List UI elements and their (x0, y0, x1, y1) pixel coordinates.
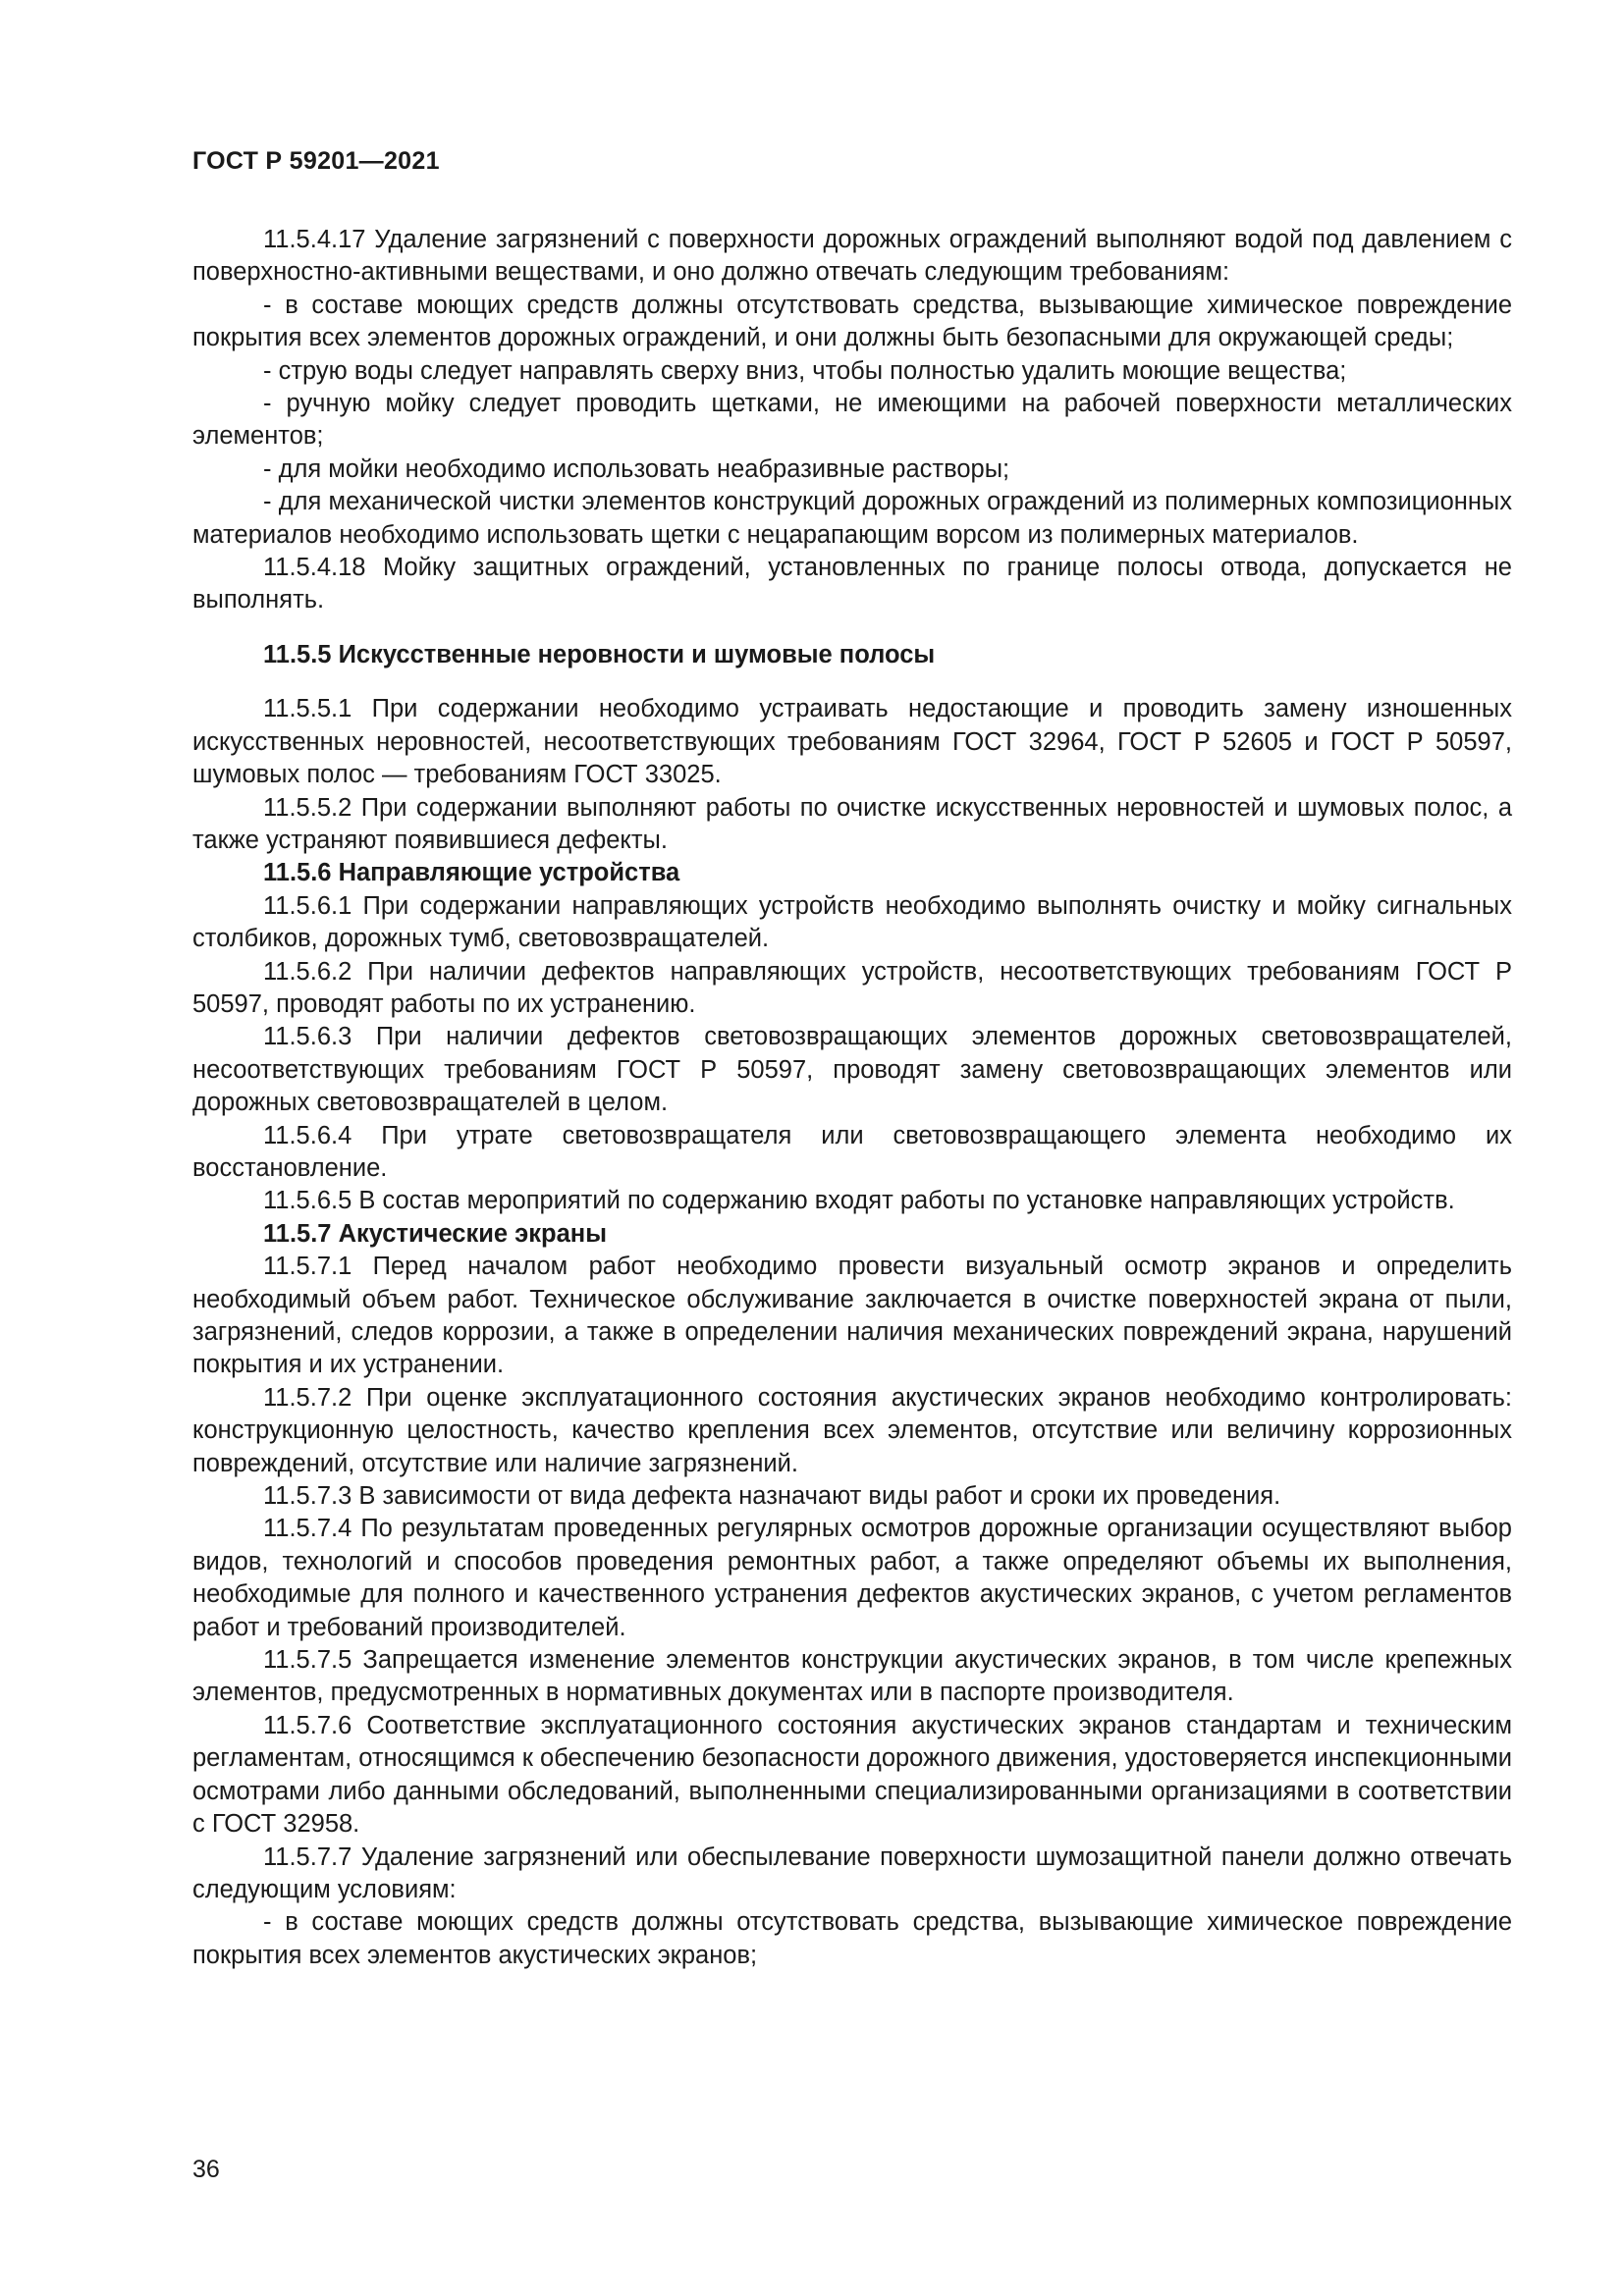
paragraph-11-5-7-4: 11.5.7.4 По результатам проведенных регулярных осмотров дорожные организации осуществляют выбор видов, технологий и способов проведения ремонтных работ, а также определяют объемы их выполнения, необходимые для полного и качественного устранения дефектов акустических экранов, с учетом регламентов работ и требований производителей. (192, 1515, 1512, 1641)
list-item-mechanical-cleaning: - для механической чистки элементов конструкций дорожных ограждений из полимерных композиционных материалов необходимо использовать щетки с нецарапающим ворсом из полимерных материалов. (192, 488, 1512, 549)
paragraph-11-5-6-2: 11.5.6.2 При наличии дефектов направляющих устройств, несоответствующих требованиям ГОСТ Р 50597, проводят работы по их устранению. (192, 957, 1512, 1018)
paragraph-11-5-7-3: 11.5.7.3 В зависимости от вида дефекта назначают виды работ и сроки их проведения. (263, 1482, 1281, 1511)
paragraph-11-5-5-2: 11.5.5.2 При содержании выполняют работы по очистке искусственных неровностей и шумовых полос, а также устраняют появившиеся дефекты. (192, 793, 1512, 854)
document-header-standard-code: ГОСТ Р 59201—2021 (192, 147, 440, 175)
section-heading-11-5-7: 11.5.7 Акустические экраны (263, 1219, 607, 1248)
list-item-detergents-screens: - в составе моющих средств должны отсутствовать средства, вызывающие химическое повреждение покрытия всех элементов акустических экранов; (192, 1908, 1512, 1969)
paragraph-11-5-6-5: 11.5.6.5 В состав мероприятий по содержанию входят работы по установке направляющих устройств. (263, 1187, 1455, 1215)
paragraph-11-5-7-6: 11.5.7.6 Соответствие эксплуатационного состояния акустических экранов стандартам и техническим регламентам, относящимся к обеспечению безопасности дорожного движения, удостоверяется инспекционными осмотрами либо данными обследований, выполненными специализированными организациями в соответствии с ГОСТ 32958. (192, 1711, 1512, 1839)
page-number: 36 (192, 2156, 220, 2183)
list-item-detergents: - в составе моющих средств должны отсутствовать средства, вызывающие химическое повреждение покрытия всех элементов дорожных ограждений, и они должны быть безопасными для окружающей среды; (192, 291, 1512, 352)
paragraph-11-5-6-3: 11.5.6.3 При наличии дефектов световозвращающих элементов дорожных световозвращателей, несоответствующих требованиям ГОСТ Р 50597, проводят замену световозвращающих элементов или дорожных световозвращателей в целом. (192, 1023, 1512, 1117)
paragraph-11-5-4-18: 11.5.4.18 Мойку защитных ограждений, установленных по границе полосы отвода, допускается не выполнять. (192, 554, 1512, 614)
paragraph-11-5-6-1: 11.5.6.1 При содержании направляющих устройств необходимо выполнять очистку и мойку сигнальных столбиков, дорожных тумб, световозвращателей. (192, 891, 1512, 953)
paragraph-11-5-7-2: 11.5.7.2 При оценке эксплуатационного состояния акустических экранов необходимо контролировать: конструкционную целостность, качество крепления всех элементов, отсутствие или величину коррозионных повреждений, отсутствие или наличие загрязнений. (192, 1383, 1512, 1477)
paragraph-11-5-6-4: 11.5.6.4 При утрате световозвращателя или световозвращающего элемента необходимо их восстановление. (192, 1121, 1512, 1182)
paragraph-11-5-7-7: 11.5.7.7 Удаление загрязнений или обеспылевание поверхности шумозащитной панели должно отвечать следующим условиям: (192, 1842, 1512, 1903)
list-item-non-abrasive: - для мойки необходимо использовать неабразивные растворы; (263, 454, 1010, 483)
section-heading-11-5-5: 11.5.5 Искусственные неровности и шумовые полосы (263, 640, 936, 668)
list-item-water-jet: - струю воды следует направлять сверху вниз, чтобы полностью удалить моющие вещества; (263, 356, 1347, 385)
list-item-manual-wash: - ручную мойку следует проводить щетками, не имеющими на рабочей поверхности металлических элементов; (192, 390, 1512, 451)
paragraph-11-5-7-1: 11.5.7.1 Перед началом работ необходимо провести визуальный осмотр экранов и определить необходимый объем работ. Техническое обслуживание заключается в очистке поверхностей экрана от пыли, загрязнений, следов коррозии, а также в определении наличия механических повреждений экрана, нарушений покрытия и их устранении. (192, 1253, 1512, 1379)
paragraph-11-5-5-1: 11.5.5.1 При содержании необходимо устраивать недостающие и проводить замену изношенных искусственных неровностей, несоответствующих требованиям ГОСТ 32964, ГОСТ Р 52605 и ГОСТ Р 50597, шумовых полос — требованиям ГОСТ 33025. (192, 695, 1512, 789)
document-body (192, 224, 1512, 1972)
paragraph-11-5-4-17: 11.5.4.17 Удаление загрязнений с поверхности дорожных ограждений выполняют водой под давлением с поверхностно-активными веществами, и оно должно отвечать следующим требованиям: (192, 226, 1512, 287)
paragraph-11-5-7-5: 11.5.7.5 Запрещается изменение элементов конструкции акустических экранов, в том числе крепежных элементов, предусмотренных в нормативных документах или в паспорте производителя. (192, 1646, 1512, 1707)
section-heading-11-5-6: 11.5.6 Направляющие устройства (263, 859, 680, 887)
